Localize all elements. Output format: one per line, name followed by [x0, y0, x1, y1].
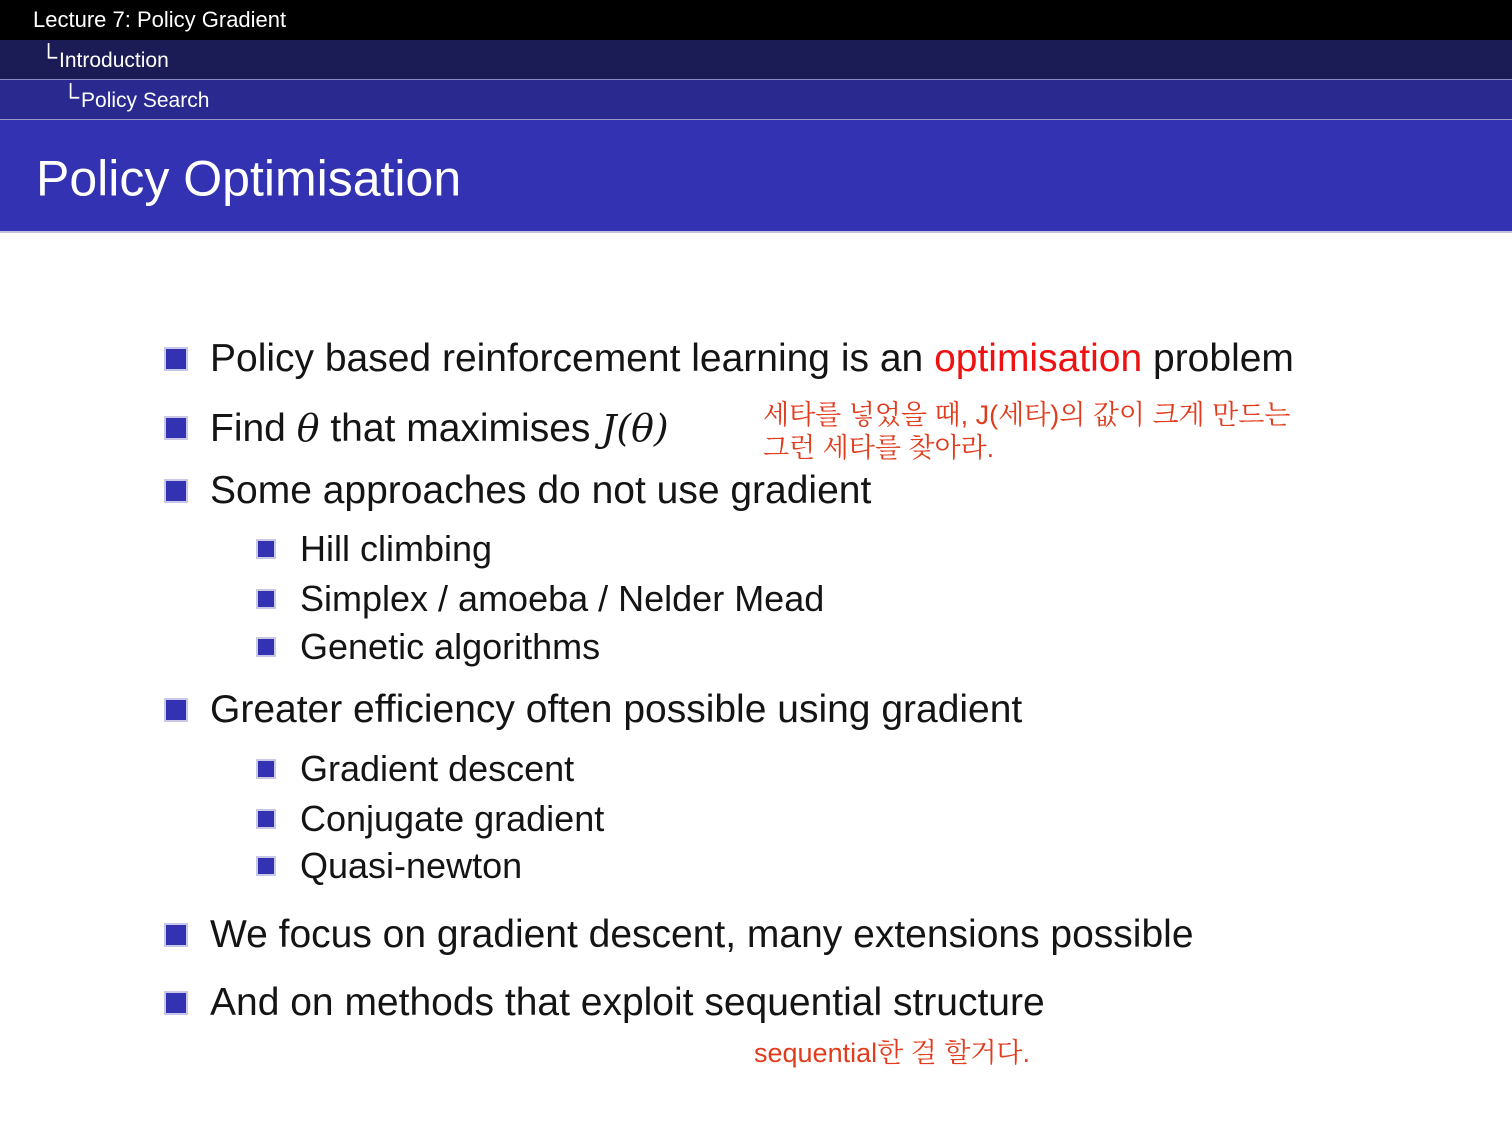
subbullet-text: Simplex / amoeba / Nelder Mead: [300, 578, 825, 619]
bullet1-prefix: Policy based reinforcement learning is an: [210, 337, 935, 380]
bullet1-highlight: optimisation: [934, 337, 1143, 380]
bullet-find-theta: [166, 406, 669, 450]
subbullet-hill-climbing: [258, 529, 492, 569]
theta-annotation-line2: 그런 세타를 찾아라.: [763, 433, 995, 463]
header-bar-subsection: [0, 79, 1512, 119]
subbullet-quasi-newton: [258, 846, 522, 886]
subbullet-genetic-algorithms: [258, 627, 600, 667]
subbullet-text: Gradient descent: [300, 748, 575, 789]
theta-symbol: θ: [296, 405, 320, 450]
bullet-square-icon: [166, 349, 186, 369]
header-bar-section: [0, 40, 1512, 79]
breadcrumb-section: Introduction: [59, 48, 169, 72]
j-theta-expression: J(θ): [601, 405, 669, 450]
bullet-focus-gradient-descent: [166, 913, 1194, 957]
bullet-text: Some approaches do not use gradient: [210, 469, 872, 512]
bullet-square-icon: [166, 481, 186, 501]
bullet-square-icon: [258, 591, 274, 607]
subbullet-text: Quasi-newton: [300, 845, 523, 886]
bullet2-pre: Find: [210, 406, 297, 450]
bullet-square-icon: [258, 811, 274, 827]
tree-connector-icon: └: [40, 43, 58, 71]
bullet-text: And on methods that exploit sequential structure: [210, 981, 1045, 1024]
bullet-text: [210, 406, 669, 451]
breadcrumb-lecture: Lecture 7: Policy Gradient: [33, 7, 287, 32]
bullet-text: Greater efficiency often possible using gradient: [210, 688, 1023, 731]
page-title: Policy Optimisation: [36, 149, 462, 206]
subbullet-simplex: [258, 579, 824, 619]
subbullet-conjugate-gradient: [258, 799, 604, 839]
bullet2-mid: that maximises: [319, 406, 602, 450]
theta-annotation-line1: 세타를 넣었을 때, J(세타)의 값이 크게 만드는: [763, 400, 1291, 430]
bullet-square-icon: [166, 925, 186, 945]
theta-annotation: [763, 399, 1290, 465]
tree-connector-icon: └: [62, 83, 80, 111]
bullet-square-icon: [166, 700, 186, 720]
subbullet-text: Genetic algorithms: [300, 626, 601, 667]
bullet-text: [210, 337, 1294, 381]
bullet-square-icon: [258, 761, 274, 777]
breadcrumb-subsection-wrap: [62, 83, 210, 114]
breadcrumb-subsection: Policy Search: [81, 88, 210, 112]
sequential-annotation: sequential한 걸 할거다.: [754, 1038, 1031, 1068]
bullet-square-icon: [258, 858, 274, 874]
bullet-gradient-free-approaches: [166, 469, 871, 513]
bullet1-suffix: problem: [1142, 337, 1294, 380]
bullet-square-icon: [258, 639, 274, 655]
bullet-sequential-structure: [166, 981, 1045, 1025]
title-banner: [0, 119, 1512, 233]
bullet-square-icon: [166, 418, 186, 438]
bullet-square-icon: [258, 541, 274, 557]
bullet-gradient-efficiency: [166, 688, 1022, 732]
subbullet-text: Hill climbing: [300, 528, 493, 569]
bullet-square-icon: [166, 993, 186, 1013]
header-bar-lecture: [0, 0, 1512, 40]
subbullet-text: Conjugate gradient: [300, 798, 605, 839]
breadcrumb-section-wrap: [40, 43, 169, 74]
bullet-optimisation-problem: [166, 337, 1294, 381]
subbullet-gradient-descent: [258, 749, 574, 789]
bullet-text: We focus on gradient descent, many extensions possible: [210, 913, 1194, 956]
